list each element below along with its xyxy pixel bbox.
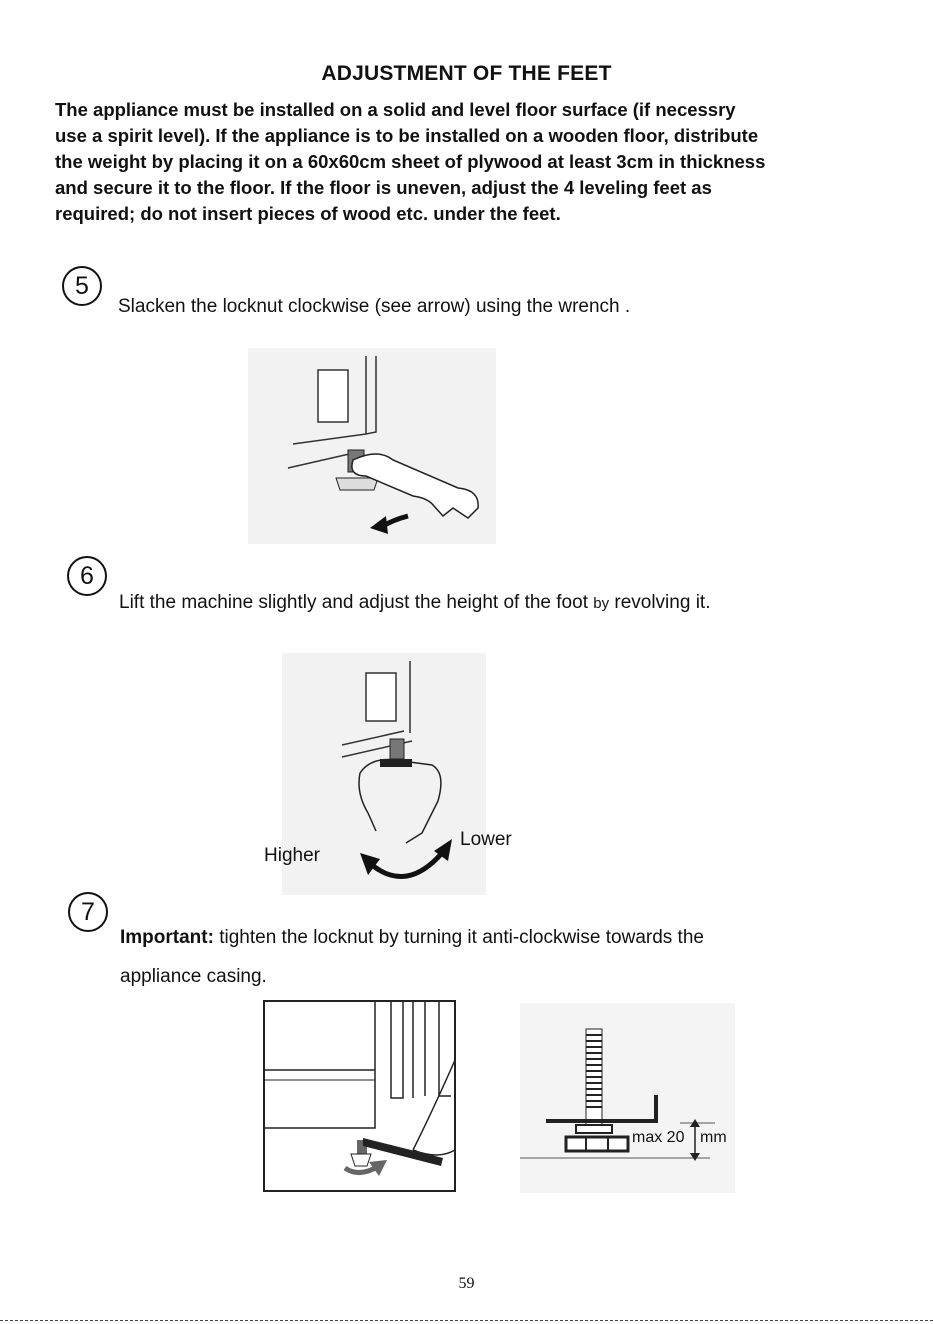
intro-line: the weight by placing it on a 60x60cm sheet of plywood at least 3cm in thickness: [55, 151, 766, 172]
intro-line: use a spirit level). If the appliance is to be installed on a wooden floor, distribute: [55, 125, 759, 146]
label-higher: Higher: [264, 845, 320, 866]
intro-paragraph: [55, 97, 875, 227]
max-height-unit: mm: [700, 1129, 727, 1146]
wrench-illustration: [248, 348, 496, 544]
page-bottom-divider: [0, 1320, 933, 1321]
label-lower: Lower: [460, 829, 512, 850]
tighten-locknut-illustration: [263, 1000, 456, 1192]
important-label: Important:: [120, 927, 214, 948]
step-7-text-line2: appliance casing.: [120, 966, 267, 987]
page-number: 59: [458, 1275, 475, 1292]
page-title: ADJUSTMENT OF THE FEET: [321, 62, 612, 85]
step-6-text-by: by: [593, 595, 610, 612]
foot-height-diagram: [520, 1003, 735, 1193]
max-height-value: max 20: [632, 1129, 685, 1146]
intro-line: required; do not insert pieces of wood etc. under the feet.: [55, 203, 561, 224]
step-number-7: 7: [68, 892, 108, 932]
step-6-text: [119, 592, 710, 614]
step-6-text-b: revolving it.: [609, 592, 711, 613]
step-5-text: Slacken the locknut clockwise (see arrow) using the wrench .: [118, 296, 631, 317]
intro-line: The appliance must be installed on a solid and level floor surface (if necessry: [55, 99, 736, 120]
intro-line: and secure it to the floor. If the floor is uneven, adjust the 4 leveling feet as: [55, 177, 712, 198]
step-7-text: [120, 927, 704, 949]
step-6-text-a: Lift the machine slightly and adjust the height of the foot: [119, 592, 594, 613]
step-number-6: 6: [67, 556, 107, 596]
step-7-text-main: tighten the locknut by turning it anti-clockwise towards the: [213, 927, 704, 948]
step-number-5: 5: [62, 266, 102, 306]
